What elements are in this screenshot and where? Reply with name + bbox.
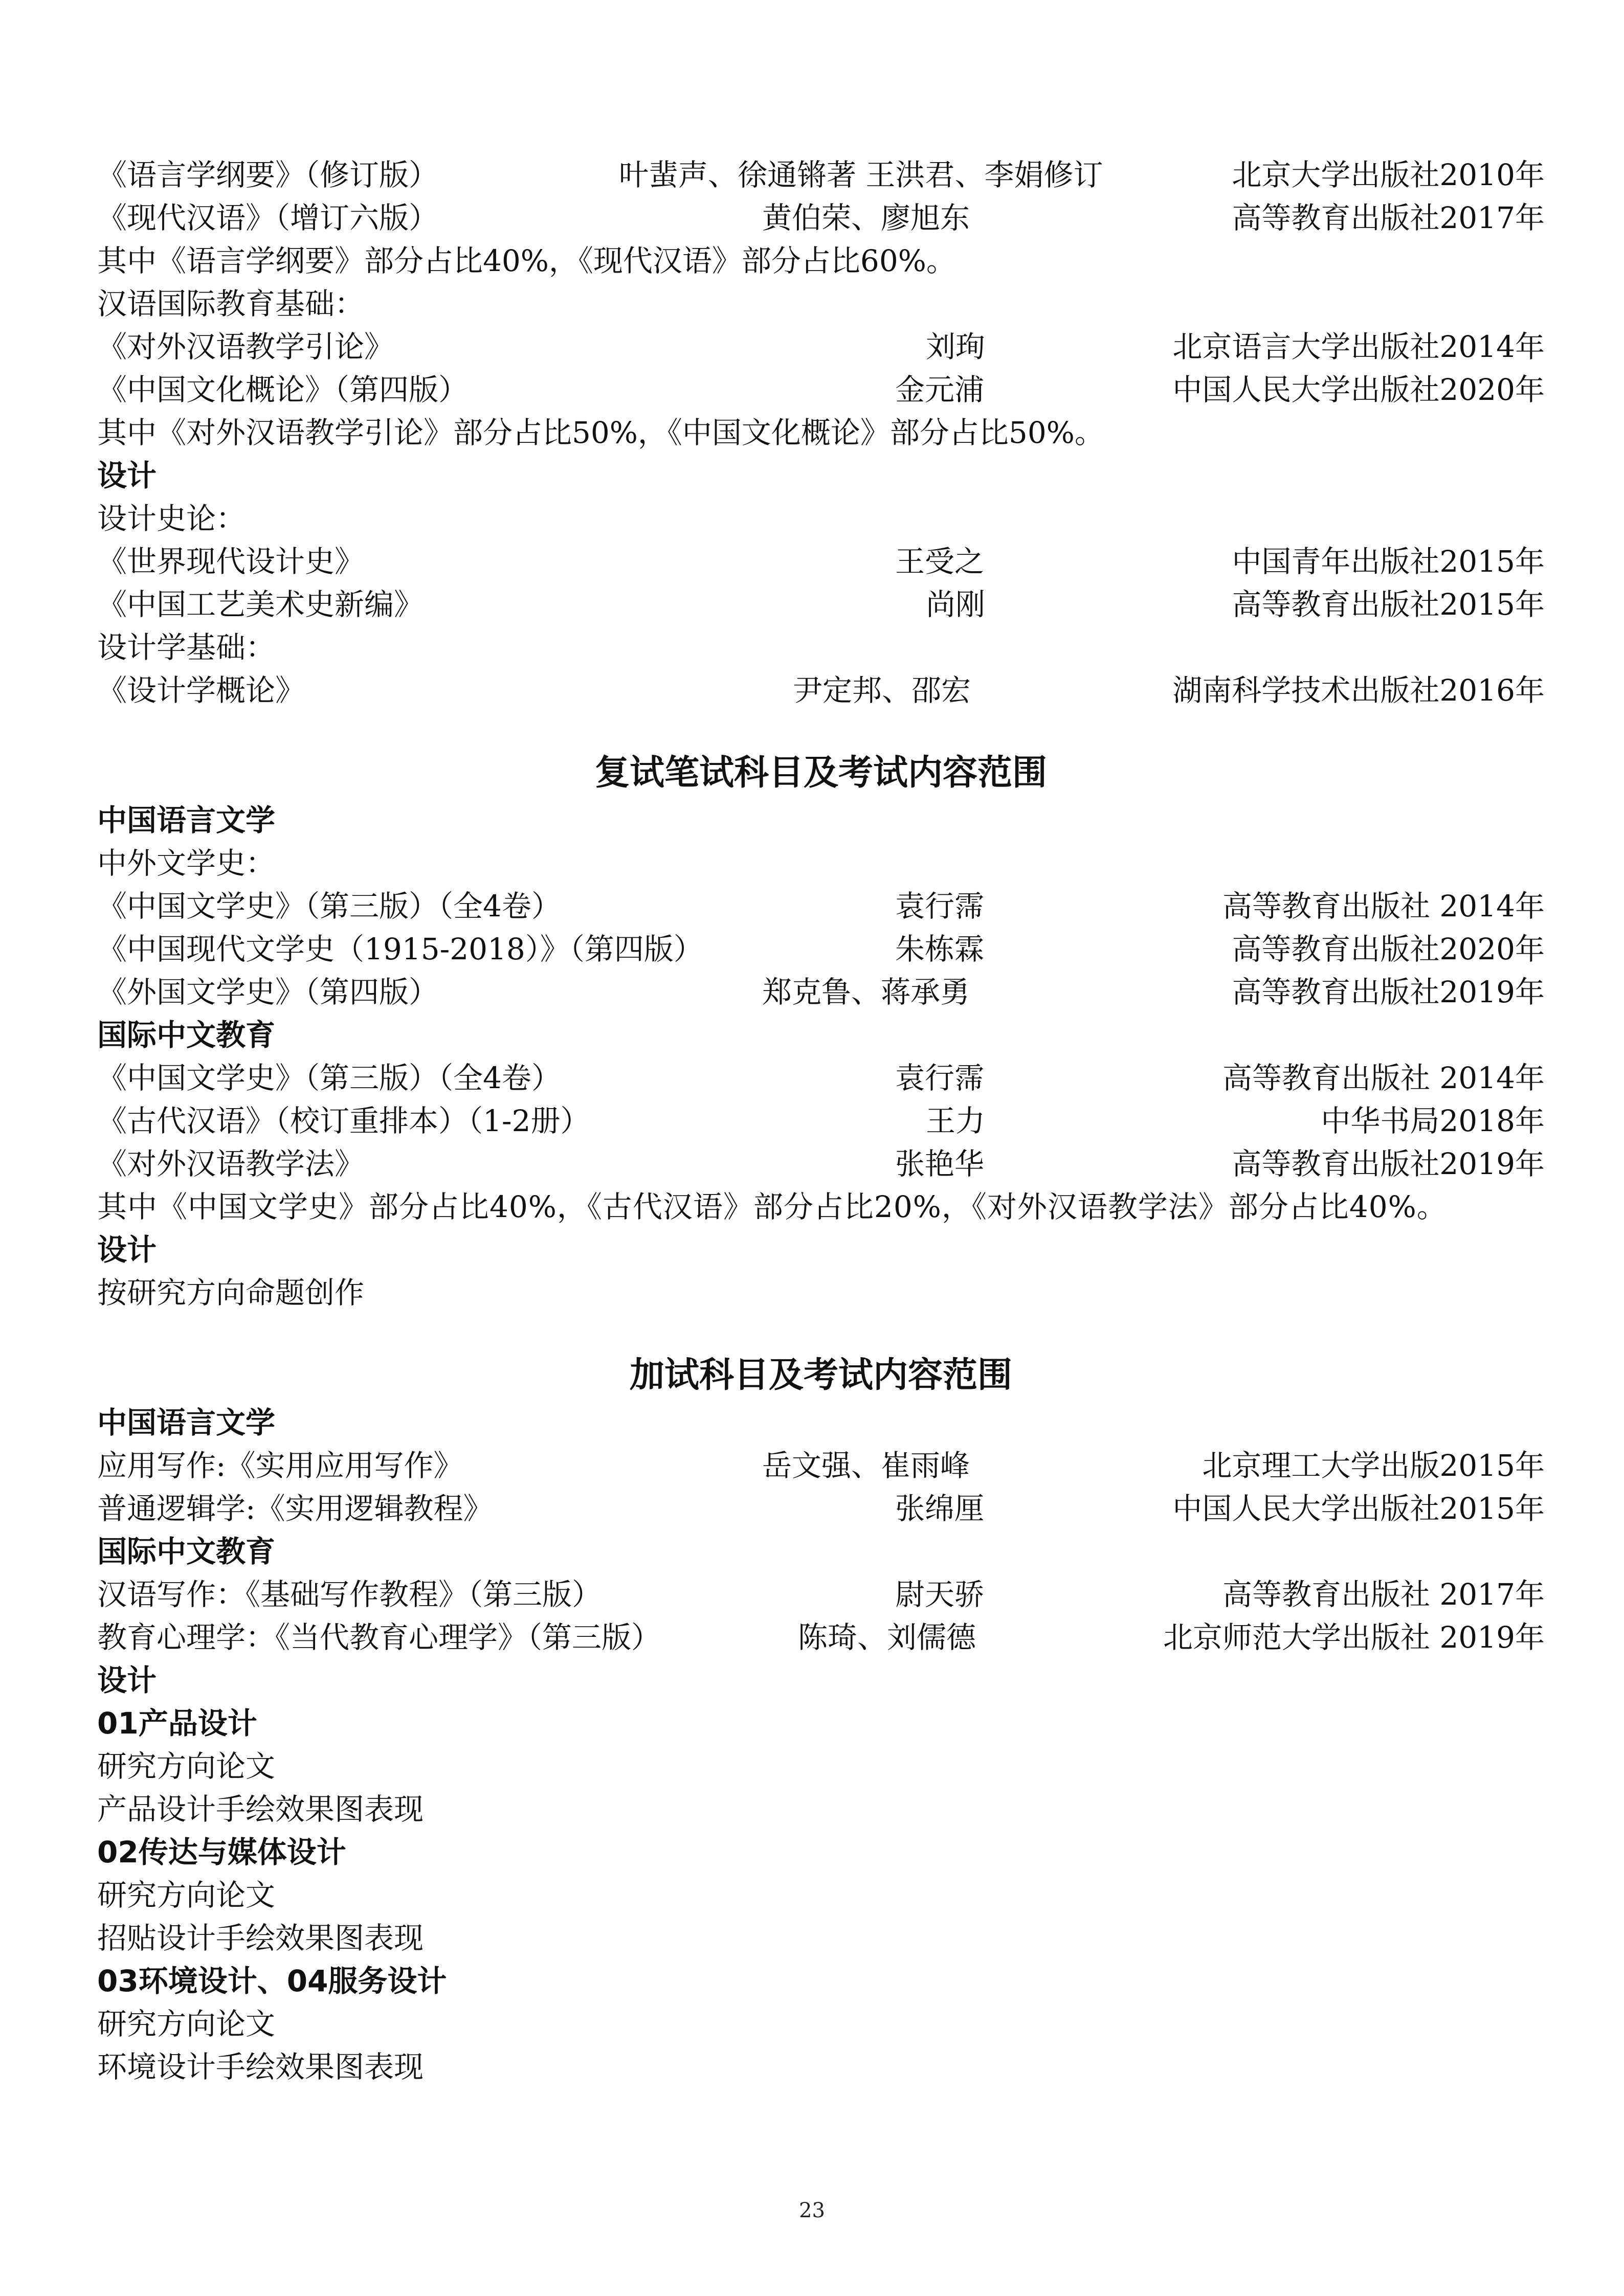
major-heading: 设计 [97,1232,157,1267]
book-title: 《古代汉语》（校订重排本）（1-2册） [97,1104,590,1138]
direction-heading: 01产品设计 [97,1706,257,1741]
exam-item: 招贴设计手绘效果图表现 [97,1921,424,1955]
book-publisher: 高等教育出版社2017年 [1232,200,1545,235]
book-author: 王受之 [895,544,985,579]
book-publisher: 北京语言大学出版社2014年 [1172,329,1545,364]
major-heading: 设计 [97,458,157,493]
exam-item: 产品设计手绘效果图表现 [97,1792,424,1827]
page-number: 23 [799,2199,825,2222]
book-row [97,1099,1545,1142]
book-title: 应用写作:《实用应用写作》 [97,1448,463,1483]
book-title: 《中国现代文学史（1915-2018）》（第四版） [97,932,703,966]
exam-item: 研究方向论文 [97,1878,276,1912]
book-title: 《现代汉语》（增订六版） [97,200,439,235]
book-publisher: 高等教育出版社2020年 [1232,932,1545,966]
subject-label: 设计学基础： [97,630,276,665]
book-title: 教育心理学：《当代教育心理学》（第三版） [97,1620,661,1655]
book-row [97,971,1545,1014]
book-publisher: 北京大学出版社2010年 [1232,157,1545,192]
book-publisher: 高等教育出版社 2017年 [1222,1577,1545,1612]
book-title: 《对外汉语教学法》 [97,1146,365,1181]
book-row [97,196,1545,239]
subject-label: 中外文学史： [97,846,276,881]
book-title: 《设计学概论》 [97,673,305,708]
book-title: 《语言学纲要》（修订版） [97,157,439,192]
book-row [97,1616,1545,1659]
book-author: 袁行霈 [895,889,985,924]
design-requirement: 按研究方向命题创作 [97,1275,365,1310]
book-row [97,153,1545,196]
book-author: 袁行霈 [895,1061,985,1095]
subject-label: 汉语国际教育基础： [97,286,365,321]
book-author: 张艳华 [895,1146,985,1181]
book-author: 朱栋霖 [895,932,985,966]
book-publisher: 高等教育出版社2019年 [1232,1146,1545,1181]
book-publisher: 中国人民大学出版社2020年 [1172,372,1545,407]
major-heading: 中国语言文学 [97,1405,276,1440]
book-publisher: 北京理工大学出版2015年 [1202,1448,1545,1483]
book-publisher: 北京师范大学出版社 2019年 [1163,1620,1545,1655]
direction-heading: 02传达与媒体设计 [97,1835,346,1870]
book-row [97,583,1545,626]
book-publisher: 湖南科学技术出版社2016年 [1172,673,1545,708]
major-heading: 设计 [97,1663,157,1698]
book-title: 《外国文学史》（第四版） [97,975,439,1009]
book-publisher: 中华书局2018年 [1321,1104,1545,1138]
book-title: 《中国工艺美术史新编》 [97,587,424,622]
exam-item: 研究方向论文 [97,2007,276,2041]
exam-item: 环境设计手绘效果图表现 [97,2050,424,2084]
book-row [97,1573,1545,1616]
book-title: 普通逻辑学:《实用逻辑教程》 [97,1491,493,1526]
book-row [97,669,1545,712]
book-author: 刘珣 [926,329,986,364]
book-author: 尚刚 [926,587,986,622]
major-heading: 国际中文教育 [97,1018,276,1052]
book-row [97,885,1545,928]
book-row [97,325,1545,368]
book-author: 黄伯荣、廖旭东 [762,200,970,235]
direction-heading: 03环境设计、04服务设计 [97,1964,447,1998]
section-title: 复试笔试科目及考试内容范围 [594,753,1047,793]
major-heading: 国际中文教育 [97,1534,276,1569]
ratio-note: 其中《中国文学史》部分占比40%，《古代汉语》部分占比20%，《对外汉语教学法》部分占比40%。 [97,1189,1447,1224]
book-author: 郑克鲁、蒋承勇 [762,975,970,1009]
book-author: 尹定邦、邵宏 [793,673,971,708]
book-author: 尉天骄 [895,1577,985,1612]
book-row [97,368,1545,411]
book-publisher: 高等教育出版社2015年 [1232,587,1545,622]
book-title: 《中国文化概论》（第四版） [97,372,469,407]
subject-label: 设计史论： [97,501,246,536]
book-publisher: 高等教育出版社2019年 [1232,975,1545,1009]
document-page [97,153,1545,2088]
book-author: 金元浦 [895,372,985,407]
book-row [97,1056,1545,1099]
book-publisher: 高等教育出版社 2014年 [1222,889,1545,924]
book-title: 《中国文学史》（第三版）（全4卷） [97,889,561,924]
section-title: 加试科目及考试内容范围 [629,1355,1012,1395]
book-row [97,1142,1545,1185]
book-publisher: 中国青年出版社2015年 [1232,544,1545,579]
book-row [97,1487,1545,1530]
major-heading: 中国语言文学 [97,803,276,838]
book-row [97,1444,1545,1487]
book-publisher: 高等教育出版社 2014年 [1222,1061,1545,1095]
book-author: 岳文强、崔雨峰 [762,1448,970,1483]
ratio-note: 其中《对外汉语教学引论》部分占比50%，《中国文化概论》部分占比50%。 [97,415,1104,450]
book-author: 王力 [926,1104,986,1138]
book-row [97,540,1545,583]
book-row [97,928,1545,971]
book-title: 《对外汉语教学引论》 [97,329,394,364]
exam-item: 研究方向论文 [97,1749,276,1784]
book-title: 《中国文学史》（第三版）（全4卷） [97,1061,561,1095]
book-publisher: 中国人民大学出版社2015年 [1172,1491,1545,1526]
book-title: 《世界现代设计史》 [97,544,365,579]
book-author: 张绵厘 [895,1491,985,1526]
book-author: 叶蜚声、徐通锵著 王洪君、李娟修订 [619,157,1103,192]
book-author: 陈琦、刘儒德 [798,1620,976,1655]
book-title: 汉语写作：《基础写作教程》（第三版） [97,1577,602,1612]
ratio-note: 其中《语言学纲要》部分占比40%，《现代汉语》部分占比60%。 [97,243,956,278]
